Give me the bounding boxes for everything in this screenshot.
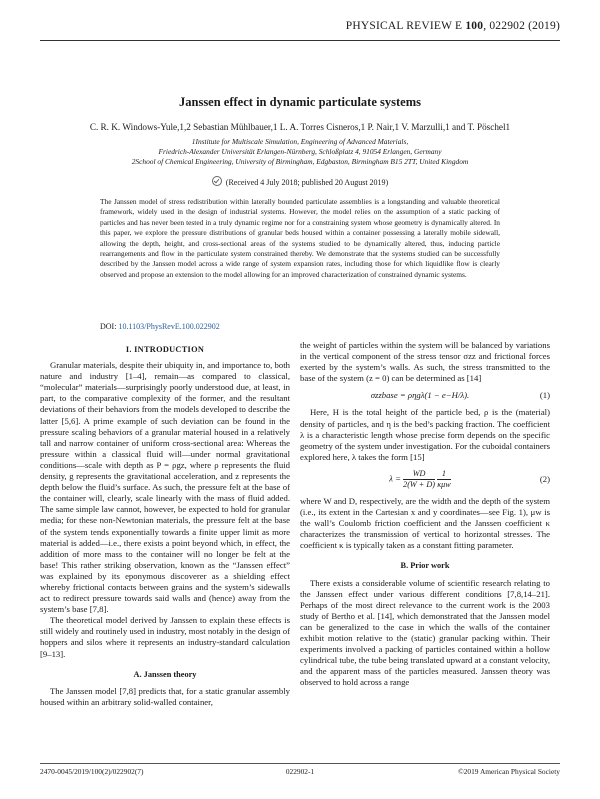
eq1-rhs: = ρηgλ(1 − e−H/λ). (399, 390, 470, 401)
prior-work-paragraph-1: There exists a considerable volume of scientific research relating to the Janssen effect under various different conditions [7,8,14–21]. Perhaps of the most direct relevance to the current work is the 2003 study of Bertho et al. [14], which demonstrated that the Janssen model can be generalized to the case in which the walls of the container exhibit motion relative to the (static) granular packing within. Their experiments involved a packing of particles contained within a hollow cylindrical tube, the tube being translated upward at a constant velocity, and the apparent mass of the particles measured. Janssen theory was observed to hold across a range (300, 577, 550, 688)
janssen-paragraph-4: where W and D, respectively, are the width and the depth of the system (i.e., its extent in the Cartesian x and y coordinates—see Fig. 1), μw is the wall’s Coulomb friction coefficient and the Janssen coefficient κ characterizes the transmission of vertical to horizontal stresses. The coefficient κ is typically taken as a constant fitting parameter. (300, 495, 550, 551)
affiliation-2: 2School of Chemical Engineering, University of Birmingham, Edgbaston, Birmingham B15 2TT, United Kingdom (131, 157, 469, 166)
footer-issn: 2470-0045/2019/100(2)/022902(7) (40, 767, 144, 776)
received-line (40, 176, 560, 187)
check-for-updates-icon[interactable] (212, 176, 222, 186)
subsection-heading-janssen-theory: A. Janssen theory (133, 669, 197, 679)
eq1-lhs: σzzbase (370, 390, 398, 401)
equation-1 (300, 390, 550, 401)
janssen-paragraph-3: Here, H is the total height of the particle bed, ρ is the (material) density of particles, and η is the bed’s packing fraction. The coefficient λ is a characteristic length whose precise form depends on the specific geometry of the system under investigation. For the cuboidal containers explored here, λ takes the form [15] (300, 407, 550, 462)
eq2-lhs: λ = (389, 473, 401, 484)
journal-header (40, 20, 560, 41)
journal-volume: 100 (465, 20, 484, 32)
journal-name: PHYSICAL REVIEW E (345, 20, 463, 32)
eq1-number: (1) (539, 390, 550, 401)
eq2-fraction-1 (403, 469, 435, 490)
paper-title: Janssen effect in dynamic particulate systems (179, 95, 421, 109)
author-list: C. R. K. Windows-Yule,1,2 Sebastian Mühlbauer,1 L. A. Torres Cisneros,1 P. Nair,1 V. Marzulli,1 and T. Pöschel1 (89, 122, 511, 132)
journal-pages: , 022902 (2019) (483, 20, 560, 32)
footer-page-number: 022902-1 (285, 767, 315, 776)
affiliation-1b: Friedrich-Alexander Universität Erlangen-Nürnberg, Schloßplatz 4, 91054 Erlangen, Germany (158, 147, 442, 156)
abstract: The Janssen model of stress redistribution within laterally bounded particulate assemblies is a longstanding and valuable theoretical framework, widely used in the design of industrial systems. However, the model relies on the assumption of a static packing of particles and has never been tested in a truly dynamic regime nor for a constraining system whose geometry is dynamically altered. In this paper, we explore the pressure distributions of granular beds housed within a container possessing a laterally mobile sidewall, allowing the depth, height, and cross-sectional areas of the systems studied to be dynamically altered, thus, inducing particle rearrangements and flow in the particulate system constrained thereby. We demonstrate that the systems studied can be successfully described by the Janssen model across a wide range of system expansion rates, including those for which liquidlike flow is clearly observed and propose an extension to the model allowing for an improved characterization of constrained dynamic systems. (100, 197, 500, 279)
eq2-numerator-1: WD (403, 469, 435, 480)
equation-2 (300, 469, 550, 490)
doi-label: DOI: (100, 322, 117, 331)
doi-line (100, 322, 220, 331)
janssen-paragraph-2: the weight of particles within the system will be balanced by variations in the vertical component of the stress tensor σzz and frictional forces exerted by the system’s walls. As such, the stress transmitted to the base of the system (z = 0) can be determined as [14] (300, 340, 550, 384)
eq2-denominator-2: κμw (437, 479, 451, 489)
eq2-number: (2) (539, 473, 550, 484)
eq2-fraction-2 (437, 469, 451, 490)
janssen-paragraph-1: The Janssen model [7,8] predicts that, for a static granular assembly housed within an arbitrary solid-walled container, (40, 685, 290, 707)
footer-copyright: ©2019 American Physical Society (458, 767, 560, 776)
affiliation-1a: 1Institute for Multiscale Simulation, Engineering of Advanced Materials, (191, 137, 409, 146)
subsection-heading-prior-work: B. Prior work (400, 561, 450, 571)
section-heading-introduction: I. INTRODUCTION (125, 345, 205, 354)
page-footer (40, 763, 560, 778)
intro-paragraph-2: The theoretical model derived by Janssen to explain these effects is still widely and routinely used in industry, most notably in the design of hoppers and silos where it represents an industry-standard calculation [9–13]. (40, 615, 290, 659)
doi-link[interactable]: 10.1103/PhysRevE.100.022902 (118, 322, 220, 331)
eq2-numerator-2: 1 (437, 469, 451, 480)
intro-paragraph-1: Granular materials, despite their ubiquity in, and importance to, both nature and industry [1–4], remain—as compared to classical, “molecular” materials—surprisingly poorly understood due, at least, in part, to the comparative complexity of the former, and the resultant deviations of their behaviors from the models developed to describe the latter [5,6]. A prime example of such deviation can be found in the pressure scaling behaviors of a granular material housed in a relatively tall and narrow container of uniform cross-sectional area: Whereas the pressure within a classical fluid will—under normal gravitational conditions—scale with depth as P = ρgz, where ρ represents the fluid density, g represents the gravitational acceleration, and z represents the depth below the fluid’s surface. As such, the pressure felt at the base of the container will, clearly, scale linearly with the mass of fluid added. The same simple law cannot, however, be expected to hold for granular media; for these non-Newtonian materials, the pressure felt at the base of the system tends exponentially towards a finite upper limit as more material is added—i.e., there exists a point beyond which, in effect, the addition of more mass to the container will no longer be felt at the base! This rather striking observation, known as the “Janssen effect” was explained by its eponymous discoverer as a shielding effect whereby frictional contacts between grains and the system’s sidewalls act to redirect pressure towards said walls and (hence) away from the system’s base [7,8]. (40, 360, 290, 615)
received-dates: (Received 4 July 2018; published 20 August 2019) (225, 178, 389, 187)
right-column (300, 340, 550, 688)
left-column (40, 340, 290, 708)
eq2-denominator-1: 2(W + D) (403, 479, 436, 489)
